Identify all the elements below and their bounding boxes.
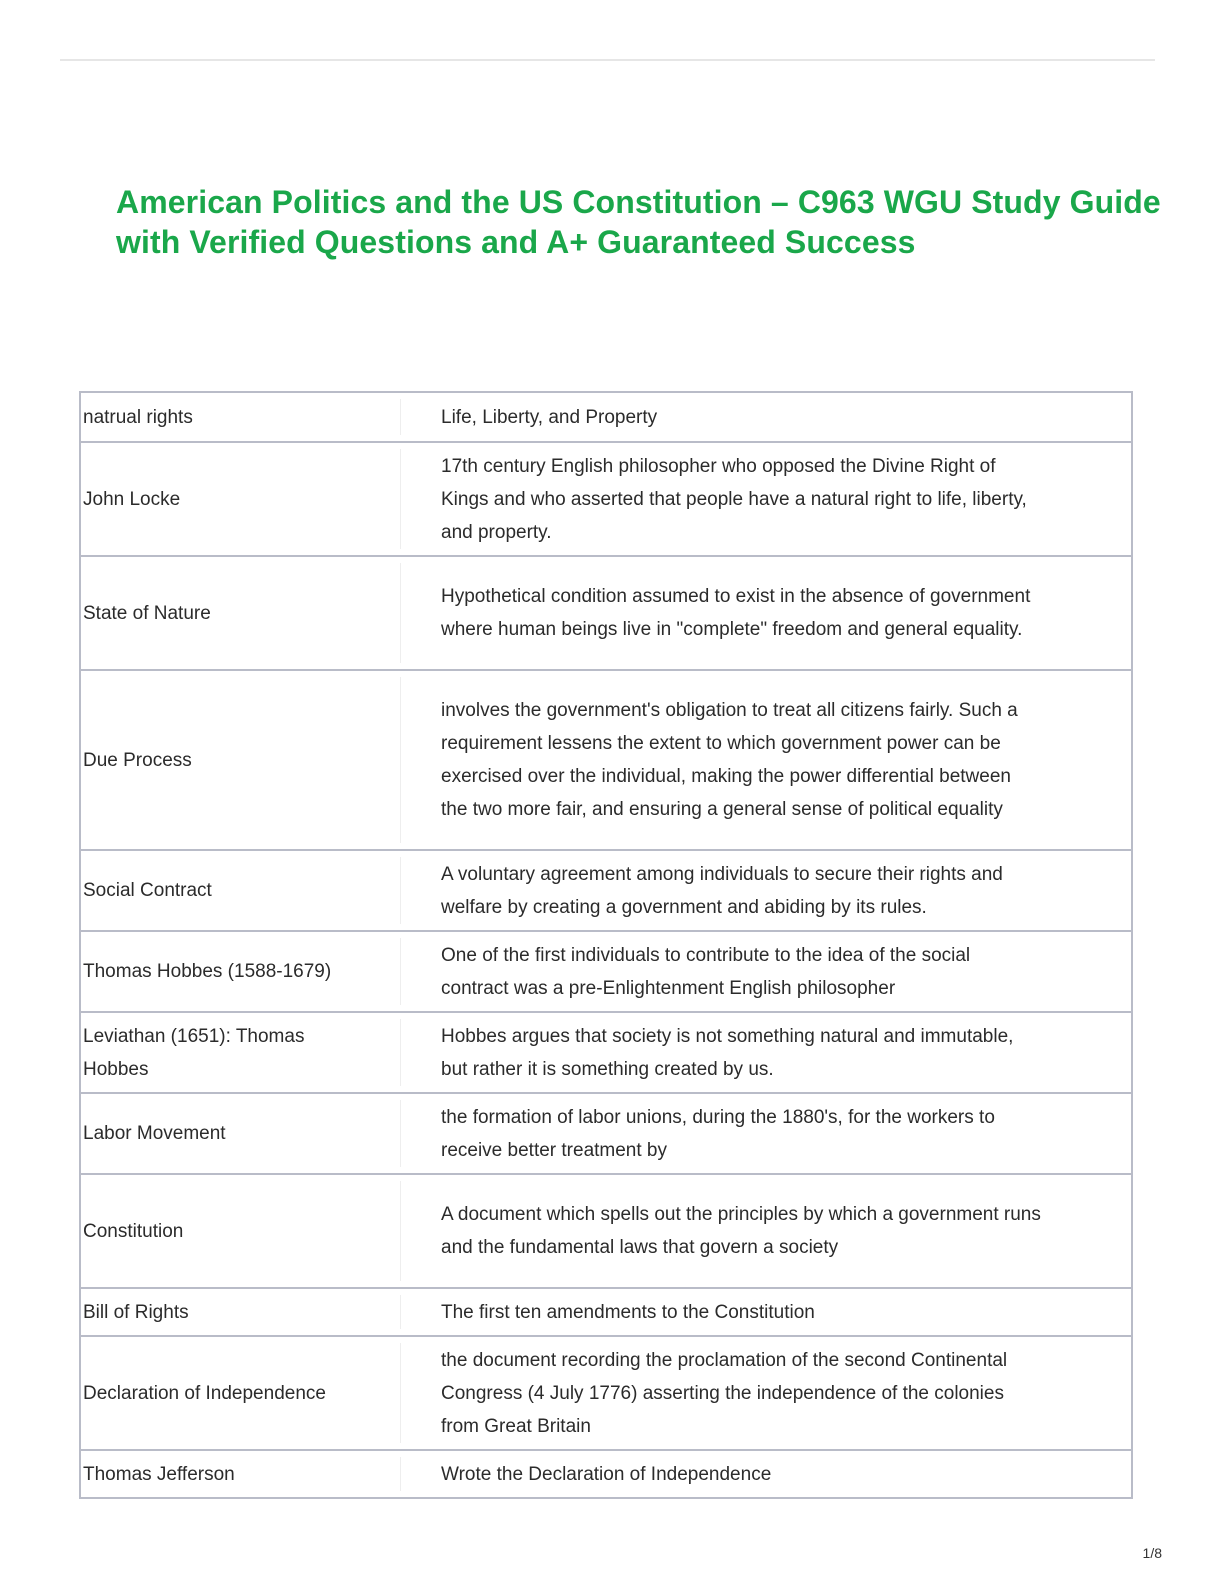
table-row (81, 555, 1131, 669)
definition-cell: the formation of labor unions, during the 1880's, for the workers to receive better treatment by (441, 1106, 995, 1161)
table-row (81, 1449, 1131, 1497)
term-cell: Leviathan (1651): Thomas Hobbes (81, 1019, 401, 1086)
definition-cell: the document recording the proclamation of the second Continental Congress (4 July 1776) asserting the independence of the colonies from Great Britain (441, 1349, 1008, 1437)
definition-cell: A voluntary agreement among individuals to secure their rights and welfare by creating a government and abiding by its rules. (441, 863, 1003, 918)
table-row (81, 1011, 1131, 1092)
term-cell: Labor Movement (81, 1100, 401, 1167)
table-row (81, 930, 1131, 1011)
term-cell: Social Contract (81, 857, 401, 924)
header-divider (60, 59, 1155, 61)
page-number: 1/8 (1142, 1545, 1162, 1561)
term-cell: Due Process (81, 677, 401, 843)
definition-cell: Wrote the Declaration of Independence (441, 1463, 772, 1485)
term-cell: Constitution (81, 1181, 401, 1281)
term-cell: Thomas Jefferson (81, 1457, 401, 1491)
definition-cell: A document which spells out the principles by which a government runs and the fundamental laws that govern a society (441, 1204, 1041, 1258)
table-row (81, 393, 1131, 441)
flashcard-table (79, 391, 1133, 1499)
term-cell: Declaration of Independence (81, 1343, 401, 1443)
table-row (81, 849, 1131, 930)
table-row (81, 1335, 1131, 1449)
term-cell: John Locke (81, 449, 401, 549)
term-cell: natrual rights (81, 399, 401, 435)
definition-cell: Hypothetical condition assumed to exist in the absence of government where human beings live in "complete" freedom and general equality. (441, 586, 1031, 640)
document-title: American Politics and the US Constitution – C963 WGU Study Guide with Verified Questions and A+ Guaranteed Success (116, 184, 1161, 260)
definition-cell: involves the government's obligation to treat all citizens fairly. Such a requirement lessens the extent to which government power can be exercised over the individual, making the power differential between the two more fair, and ensuring a general sense of political equality (441, 700, 1018, 820)
definition-cell: Hobbes argues that society is not something natural and immutable, but rather it is something created by us. (441, 1025, 1014, 1080)
table-row (81, 1287, 1131, 1335)
term-cell: State of Nature (81, 563, 401, 663)
definition-cell: The first ten amendments to the Constitution (441, 1301, 815, 1323)
definition-cell: Life, Liberty, and Property (441, 406, 658, 428)
definition-cell: 17th century English philosopher who opposed the Divine Right of Kings and who asserted that people have a natural right to life, liberty, and property. (441, 455, 1027, 543)
term-cell: Thomas Hobbes (1588-1679) (81, 938, 401, 1005)
table-row (81, 1092, 1131, 1173)
table-row (81, 1173, 1131, 1287)
table-row (81, 669, 1131, 849)
definition-cell: One of the first individuals to contribute to the idea of the social contract was a pre-Enlightenment English philosopher (441, 944, 971, 999)
table-row (81, 441, 1131, 555)
term-cell: Bill of Rights (81, 1295, 401, 1329)
